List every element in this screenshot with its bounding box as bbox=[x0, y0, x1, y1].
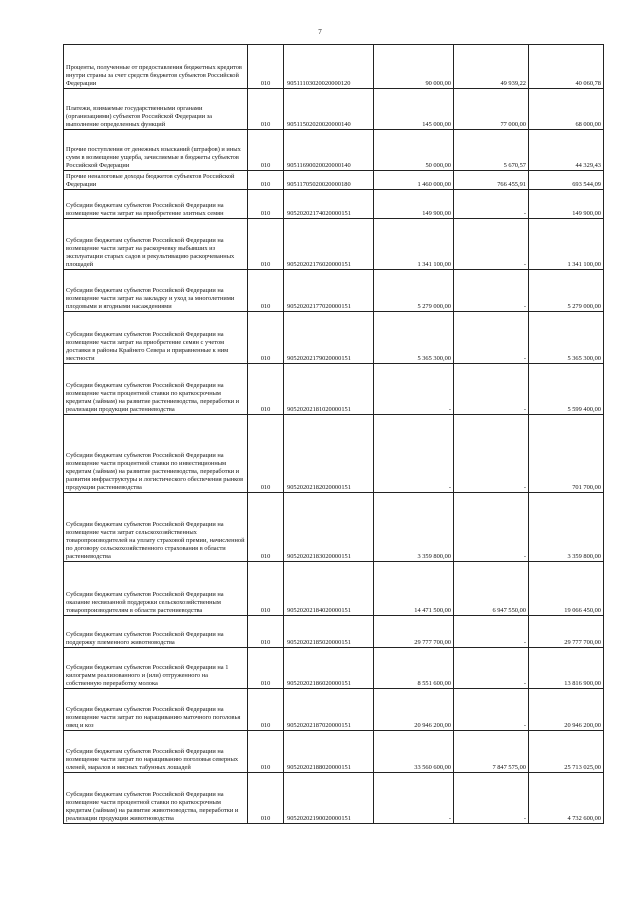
row-exec-cell: - bbox=[454, 689, 529, 731]
row-kbk-cell: 90520202181020000151 bbox=[284, 364, 374, 415]
row-name-cell: Субсидии бюджетам субъектов Российской Федерации на поддержку племенного животноводства bbox=[64, 616, 248, 648]
row-code-cell: 010 bbox=[248, 689, 284, 731]
row-kbk-cell: 90511502020020000140 bbox=[284, 89, 374, 130]
row-remain-cell: 693 544,09 bbox=[529, 171, 604, 190]
row-plan-cell: - bbox=[374, 773, 454, 824]
row-name-cell: Субсидии бюджетам субъектов Российской Федерации на возмещение части процентной ставки по инвестиционным кредитам (займам) на развитие растениеводства, переработки и развития инфраструктуры и логистического обеспечения рынков продукции растениеводства bbox=[64, 415, 248, 493]
row-remain-cell: 44 329,43 bbox=[529, 130, 604, 171]
table-row bbox=[64, 562, 604, 616]
row-exec-cell: - bbox=[454, 270, 529, 312]
row-kbk-cell: 90520202186020000151 bbox=[284, 648, 374, 689]
row-code-cell: 010 bbox=[248, 415, 284, 493]
row-remain-cell: 13 816 900,00 bbox=[529, 648, 604, 689]
row-plan-cell: 5 365 300,00 bbox=[374, 312, 454, 364]
row-exec-cell: 77 000,00 bbox=[454, 89, 529, 130]
row-remain-cell: 149 900,00 bbox=[529, 190, 604, 219]
table-row bbox=[64, 89, 604, 130]
row-code-cell: 010 bbox=[248, 171, 284, 190]
row-plan-cell: 5 279 000,00 bbox=[374, 270, 454, 312]
row-plan-cell: 3 359 800,00 bbox=[374, 493, 454, 562]
row-name-cell: Субсидии бюджетам субъектов Российской Федерации на возмещение части затрат по наращиванию поголовья северных оленей, маралов и мясных табунных лошадей bbox=[64, 731, 248, 773]
row-exec-cell: - bbox=[454, 648, 529, 689]
row-exec-cell: 7 847 575,00 bbox=[454, 731, 529, 773]
row-code-cell: 010 bbox=[248, 89, 284, 130]
row-code-cell: 010 bbox=[248, 45, 284, 89]
table-row bbox=[64, 171, 604, 190]
row-exec-cell: - bbox=[454, 219, 529, 270]
row-plan-cell: 149 900,00 bbox=[374, 190, 454, 219]
row-kbk-cell: 90520202185020000151 bbox=[284, 616, 374, 648]
row-plan-cell: 145 000,00 bbox=[374, 89, 454, 130]
page-number: 7 bbox=[318, 28, 322, 36]
row-name-cell: Субсидии бюджетам субъектов Российской Федерации на возмещение части процентной ставки по краткосрочным кредитам (займам) на развитие животноводства, переработки и реализации продукции животноводства bbox=[64, 773, 248, 824]
row-code-cell: 010 bbox=[248, 648, 284, 689]
row-name-cell: Субсидии бюджетам субъектов Российской Федерации на оказание несвязанной поддержки сельскохозяйственным товаропроизводителям в области растениеводства bbox=[64, 562, 248, 616]
row-code-cell: 010 bbox=[248, 219, 284, 270]
row-kbk-cell: 90520202174020000151 bbox=[284, 190, 374, 219]
row-code-cell: 010 bbox=[248, 616, 284, 648]
row-name-cell: Проценты, полученные от предоставления бюджетных кредитов внутри страны за счет средств бюджетов субъектов Российской Федерации bbox=[64, 45, 248, 89]
row-exec-cell: 6 947 550,00 bbox=[454, 562, 529, 616]
row-plan-cell: - bbox=[374, 364, 454, 415]
row-exec-cell: - bbox=[454, 312, 529, 364]
row-name-cell: Прочие поступления от денежных взысканий (штрафов) и иных сумм в возмещение ущерба, зачисляемые в бюджеты субъектов Российской Федерации bbox=[64, 130, 248, 171]
row-remain-cell: 68 000,00 bbox=[529, 89, 604, 130]
table-row bbox=[64, 312, 604, 364]
row-remain-cell: 20 946 200,00 bbox=[529, 689, 604, 731]
table-row bbox=[64, 130, 604, 171]
row-code-cell: 010 bbox=[248, 562, 284, 616]
row-remain-cell: 701 700,00 bbox=[529, 415, 604, 493]
row-remain-cell: 25 713 025,00 bbox=[529, 731, 604, 773]
table-row bbox=[64, 190, 604, 219]
row-kbk-cell: 90520202176020000151 bbox=[284, 219, 374, 270]
row-kbk-cell: 90511103020020000120 bbox=[284, 45, 374, 89]
row-name-cell: Платежи, взимаемые государственными органами (организациями) субъектов Российской Федерации за выполнение определенных функций bbox=[64, 89, 248, 130]
row-kbk-cell: 90511690020020000140 bbox=[284, 130, 374, 171]
row-name-cell: Субсидии бюджетам субъектов Российской Федерации на 1 килограмм реализованного и (или) отгруженного на собственную переработку молока bbox=[64, 648, 248, 689]
row-plan-cell: 90 000,00 bbox=[374, 45, 454, 89]
row-code-cell: 010 bbox=[248, 364, 284, 415]
row-exec-cell: 49 939,22 bbox=[454, 45, 529, 89]
row-exec-cell: - bbox=[454, 493, 529, 562]
row-code-cell: 010 bbox=[248, 312, 284, 364]
table-row bbox=[64, 415, 604, 493]
table-row bbox=[64, 493, 604, 562]
row-plan-cell: 29 777 700,00 bbox=[374, 616, 454, 648]
row-remain-cell: 4 732 600,00 bbox=[529, 773, 604, 824]
row-name-cell: Прочие неналоговые доходы бюджетов субъектов Российской Федерации bbox=[64, 171, 248, 190]
row-exec-cell: - bbox=[454, 773, 529, 824]
row-kbk-cell: 90520202184020000151 bbox=[284, 562, 374, 616]
row-code-cell: 010 bbox=[248, 773, 284, 824]
row-code-cell: 010 bbox=[248, 493, 284, 562]
row-exec-cell: 5 670,57 bbox=[454, 130, 529, 171]
row-code-cell: 010 bbox=[248, 130, 284, 171]
row-name-cell: Субсидии бюджетам субъектов Российской Федерации на возмещение части процентной ставки по краткосрочным кредитам (займам) на развитие растениеводства, переработки и реализации продукции растениеводства bbox=[64, 364, 248, 415]
row-remain-cell: 3 359 800,00 bbox=[529, 493, 604, 562]
table-row bbox=[64, 616, 604, 648]
row-code-cell: 010 bbox=[248, 731, 284, 773]
row-remain-cell: 19 066 450,00 bbox=[529, 562, 604, 616]
row-remain-cell: 5 599 400,00 bbox=[529, 364, 604, 415]
row-remain-cell: 5 279 000,00 bbox=[529, 270, 604, 312]
row-name-cell: Субсидии бюджетам субъектов Российской Федерации на возмещение части затрат на приобретение элитных семян bbox=[64, 190, 248, 219]
row-kbk-cell: 90520202182020000151 bbox=[284, 415, 374, 493]
row-name-cell: Субсидии бюджетам субъектов Российской Федерации на возмещение части затрат на приобретение семян с учетом доставки в районы Крайнего Севера и приравненные к ним местности bbox=[64, 312, 248, 364]
table-row bbox=[64, 45, 604, 89]
row-name-cell: Субсидии бюджетам субъектов Российской Федерации на возмещение части затрат на раскорчевку выбывших из эксплуатации старых садов и рекультивацию раскорчеванных площадей bbox=[64, 219, 248, 270]
revenue-table bbox=[63, 44, 604, 824]
row-plan-cell: 1 341 100,00 bbox=[374, 219, 454, 270]
row-name-cell: Субсидии бюджетам субъектов Российской Федерации на возмещение части затрат сельскохозяйственных товаропроизводителей на уплату страховой премии, начисленной по договору сельскохозяйственного страхования в области растениеводства bbox=[64, 493, 248, 562]
row-plan-cell: 8 551 600,00 bbox=[374, 648, 454, 689]
row-plan-cell: 20 946 200,00 bbox=[374, 689, 454, 731]
row-kbk-cell: 90511705020020000180 bbox=[284, 171, 374, 190]
row-kbk-cell: 90520202179020000151 bbox=[284, 312, 374, 364]
revenue-table-body bbox=[64, 45, 604, 824]
row-plan-cell: 14 471 500,00 bbox=[374, 562, 454, 616]
row-code-cell: 010 bbox=[248, 190, 284, 219]
row-exec-cell: - bbox=[454, 190, 529, 219]
row-kbk-cell: 90520202190020000151 bbox=[284, 773, 374, 824]
row-code-cell: 010 bbox=[248, 270, 284, 312]
row-plan-cell: - bbox=[374, 415, 454, 493]
row-exec-cell: - bbox=[454, 616, 529, 648]
table-row bbox=[64, 270, 604, 312]
row-plan-cell: 1 460 000,00 bbox=[374, 171, 454, 190]
row-kbk-cell: 90520202183020000151 bbox=[284, 493, 374, 562]
table-row bbox=[64, 689, 604, 731]
row-remain-cell: 40 060,78 bbox=[529, 45, 604, 89]
row-remain-cell: 29 777 700,00 bbox=[529, 616, 604, 648]
table-row bbox=[64, 773, 604, 824]
row-kbk-cell: 90520202188020000151 bbox=[284, 731, 374, 773]
row-plan-cell: 33 560 600,00 bbox=[374, 731, 454, 773]
row-remain-cell: 1 341 100,00 bbox=[529, 219, 604, 270]
row-plan-cell: 50 000,00 bbox=[374, 130, 454, 171]
row-remain-cell: 5 365 300,00 bbox=[529, 312, 604, 364]
table-row bbox=[64, 648, 604, 689]
row-exec-cell: - bbox=[454, 415, 529, 493]
table-row bbox=[64, 364, 604, 415]
table-row bbox=[64, 219, 604, 270]
row-name-cell: Субсидии бюджетам субъектов Российской Федерации на возмещение части затрат по наращиванию маточного поголовья овец и коз bbox=[64, 689, 248, 731]
row-kbk-cell: 90520202177020000151 bbox=[284, 270, 374, 312]
row-exec-cell: 766 455,91 bbox=[454, 171, 529, 190]
table-row bbox=[64, 731, 604, 773]
row-name-cell: Субсидии бюджетам субъектов Российской Федерации на возмещение части затрат на закладку и уход за многолетними плодовыми и ягодными насаждениями bbox=[64, 270, 248, 312]
row-kbk-cell: 90520202187020000151 bbox=[284, 689, 374, 731]
row-exec-cell: - bbox=[454, 364, 529, 415]
